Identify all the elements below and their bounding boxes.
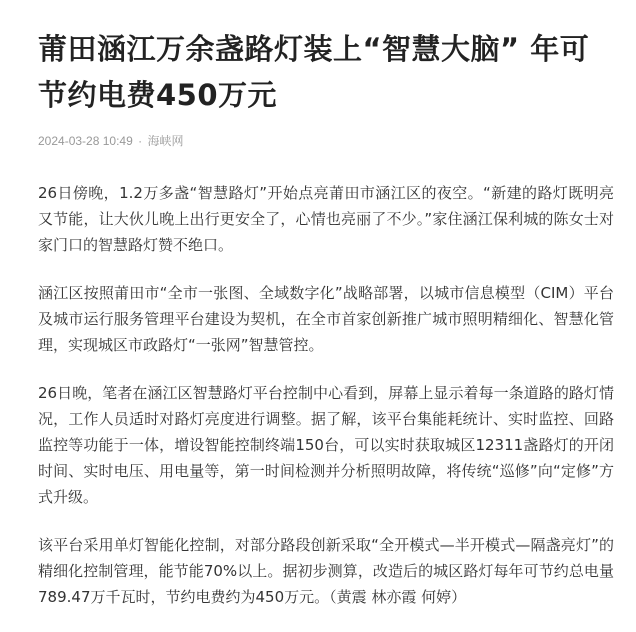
paragraph: 涵江区按照莆田市“全市一张图、全域数字化”战略部署，以城市信息模型（CIM）平台及城市运行服务管理平台建设为契机，在全市首家创新推广城市照明精细化、智慧化管理，实现城区市政路灯“一张网”智慧管控。	[38, 284, 614, 354]
paragraph: 该平台采用单灯智能化控制，对部分路段创新采取“全开模式—半开模式—隔盏亮灯”的精细化控制管理，能节能70%以上。据初步测算，改造后的城区路灯每年可节约总电量789.47万千瓦时，节约电费约为450万元。（黄震 林亦霞 何婷）	[38, 536, 614, 606]
paragraph: 26日晚，笔者在涵江区智慧路灯平台控制中心看到，屏幕上显示着每一条道路的路灯情况，工作人员适时对路灯亮度进行调整。据了解，该平台集能耗统计、实时监控、回路监控等功能于一体，增设智能控制终端150台，可以实时获取城区12311盏路灯的开闭时间、实时电压、用电量等，第一时间检测并分析照明故障，将传统“巡修”向“定修”方式升级。	[38, 384, 614, 506]
publish-date: 2024-03-28 10:49	[38, 134, 133, 148]
paragraph: 26日傍晚，1.2万多盏“智慧路灯”开始点亮莆田市涵江区的夜空。“新建的路灯既明亮又节能，让大伙儿晚上出行更安全了，心情也亮丽了不少。”家住涵江保利城的陈女士对家门口的智慧路灯赞不绝口。	[38, 184, 614, 254]
article	[38, 0, 614, 632]
article-meta	[38, 132, 614, 150]
meta-separator: ·	[138, 134, 143, 148]
source-name: 海峡网	[147, 134, 184, 148]
article-body	[38, 180, 614, 610]
article-title: 莆田涵江万余盏路灯装上“智慧大脑” 年可节约电费450万元	[38, 32, 590, 112]
